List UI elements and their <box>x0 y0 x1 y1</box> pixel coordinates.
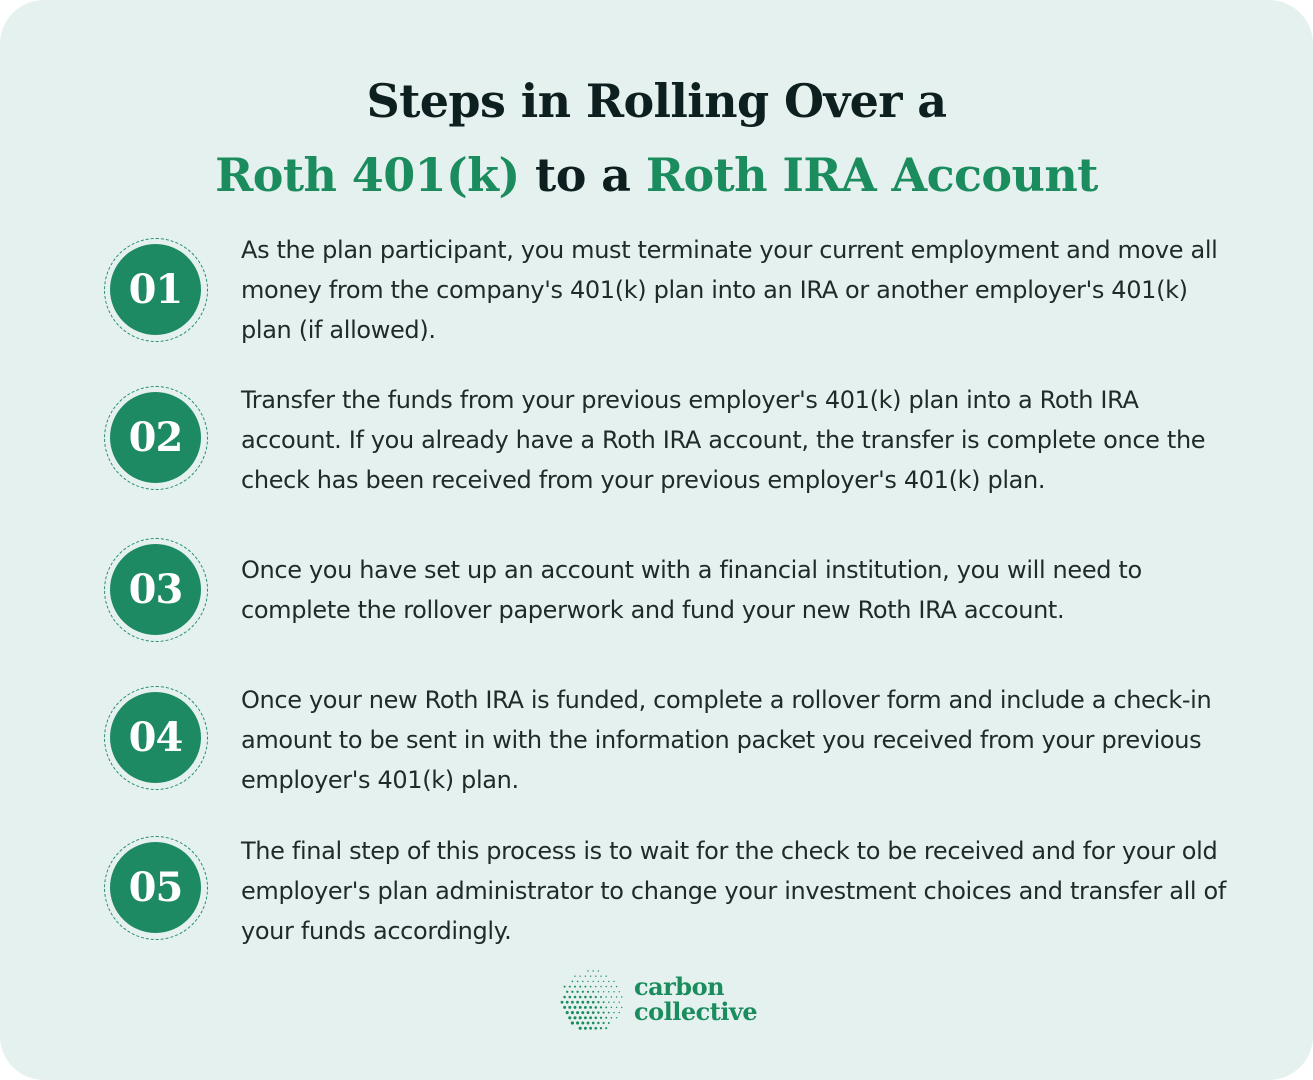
title-accent-roth-401k: Roth 401(k) <box>215 148 520 202</box>
step-number-badge <box>104 386 208 490</box>
logo-dot <box>576 991 578 993</box>
logo-dot <box>616 1007 617 1008</box>
step-description: As the plan participant, you must terminate your current employment and move all money from the company's 401(k) plan into an IRA or another employer's 401(k) plan (if allowed). <box>241 236 1218 344</box>
logo-dot <box>608 981 609 982</box>
logo-dot <box>592 1001 595 1004</box>
step-number: 04 <box>110 692 201 783</box>
logo-wordmark <box>634 974 757 1024</box>
logo-dot <box>600 986 601 987</box>
logo-dot <box>574 986 576 988</box>
logo-dot <box>605 996 606 997</box>
logo-dot <box>566 1001 569 1004</box>
logo-dot <box>611 1007 612 1008</box>
logo-dot <box>593 981 594 982</box>
logo-dot <box>566 1011 569 1014</box>
logo-dot <box>582 991 584 993</box>
logo-dot <box>587 970 588 971</box>
logo-dot <box>600 1027 602 1029</box>
logo-dot <box>592 991 594 993</box>
step-number: 03 <box>110 544 201 635</box>
step-number-badge <box>104 238 208 342</box>
logo-dot <box>598 991 600 993</box>
logo-dot <box>587 981 588 982</box>
logo-dot <box>605 1017 607 1019</box>
logo-dot <box>573 1016 576 1019</box>
logo-dot <box>571 1001 574 1004</box>
logo-dot <box>569 996 572 999</box>
logo-dot <box>606 976 607 977</box>
step-number: 02 <box>110 392 201 483</box>
logo-dot <box>616 1017 617 1018</box>
logo-dot <box>563 996 566 999</box>
logo-dot <box>595 986 596 987</box>
title-line-1: Steps in Rolling Over a <box>366 74 947 128</box>
logo-dot <box>585 976 586 977</box>
logo-dot <box>581 1021 584 1024</box>
logo-dot <box>587 991 589 993</box>
logo-dot <box>606 986 607 987</box>
logo-dot <box>597 1022 599 1024</box>
logo-dot <box>576 1001 579 1004</box>
logo-dot <box>579 1006 582 1009</box>
logo-dot <box>584 986 586 988</box>
page-title <box>0 64 1313 212</box>
logo-dot <box>595 1006 598 1009</box>
title-line-2 <box>0 138 1313 212</box>
logo-dot <box>592 1022 595 1025</box>
logo-dot <box>564 986 566 988</box>
logo-dot <box>611 986 612 987</box>
logo-dot <box>577 981 579 983</box>
logo-dot <box>561 1001 564 1004</box>
logo-dot <box>600 1017 602 1019</box>
logo-dot <box>621 996 622 997</box>
logo-dot <box>616 996 617 997</box>
logo-dot <box>584 1006 587 1009</box>
step-description: The final step of this process is to wait for the check to be received and for your old employer's plan administrator to change your investment choices and transfer all of your funds accordingly. <box>241 837 1226 945</box>
logo-dot <box>571 991 573 993</box>
title-accent-roth-ira: Roth IRA Account <box>645 148 1098 202</box>
logo-dot <box>619 1002 620 1003</box>
logo-dot <box>603 981 604 982</box>
logo-dot <box>605 1027 607 1029</box>
logo-dot <box>574 996 577 999</box>
logo-dot <box>595 1017 598 1020</box>
logo-dot <box>584 996 587 999</box>
logo-dot <box>574 976 575 977</box>
logo-dot <box>597 1011 599 1013</box>
logo-dot <box>568 1006 571 1009</box>
logo-dot <box>580 976 581 977</box>
logo-dot <box>587 1022 590 1025</box>
step-number-badge <box>104 538 208 642</box>
logo-dot <box>597 1001 599 1003</box>
logo-dot <box>584 1027 587 1030</box>
logo-dot <box>603 991 604 992</box>
logo-dot <box>595 976 596 977</box>
logo-dot <box>608 1012 610 1014</box>
logo-dot <box>569 986 571 988</box>
logo-dot <box>600 996 602 998</box>
logo-dot <box>616 986 617 987</box>
logo-dot <box>589 1006 592 1009</box>
logo-dot <box>592 1011 595 1014</box>
logo-dot <box>598 981 599 982</box>
logo-dot <box>568 1016 571 1019</box>
logo-dot <box>579 1027 582 1030</box>
logo-dot <box>579 986 581 988</box>
logo-dot <box>608 991 609 992</box>
logo-dot <box>619 1012 620 1013</box>
logo-dot <box>613 981 614 982</box>
logo-dot <box>579 1016 582 1019</box>
logo-dot <box>621 1007 622 1008</box>
logo-dot <box>593 970 594 971</box>
logo-dot <box>587 1001 590 1004</box>
logo-dot <box>613 991 614 992</box>
logo-dot <box>619 991 620 992</box>
logo-dot <box>600 1006 602 1008</box>
logo-dot <box>611 1017 613 1019</box>
logo-dot <box>584 1016 587 1019</box>
dotted-globe-icon <box>559 968 625 1034</box>
logo-dot <box>608 1001 610 1003</box>
title-connector: to a <box>519 148 646 202</box>
logo-dot <box>574 1006 577 1009</box>
logo-dot <box>566 991 568 993</box>
logo-dot <box>613 1012 614 1013</box>
step-number-badge <box>104 686 208 790</box>
step-description: Once you have set up an account with a financial institution, you will need to complete the rollover paperwork and fund your new Roth IRA account. <box>241 556 1142 624</box>
logo-dot <box>576 1011 579 1014</box>
step-number-badge <box>104 836 208 940</box>
logo-line-2: collective <box>634 997 758 1026</box>
logo-dot <box>589 996 592 999</box>
logo-dot <box>589 1027 592 1030</box>
logo-dot <box>582 981 584 983</box>
logo-dot <box>563 1006 566 1009</box>
logo-dot <box>576 1021 579 1024</box>
step-number: 05 <box>110 842 201 933</box>
logo-dot <box>587 1011 590 1014</box>
step-number: 01 <box>110 244 201 335</box>
logo-dot <box>603 1001 605 1003</box>
logo-dot <box>613 1002 614 1003</box>
step-description: Once your new Roth IRA is funded, complete a rollover form and include a check-in amount to be sent in with the information packet you received from your previous employer's 401(k) plan. <box>241 686 1212 794</box>
logo-dot <box>590 986 592 988</box>
logo-dot <box>598 970 599 971</box>
logo-dot <box>579 996 582 999</box>
logo-dot <box>571 1011 574 1014</box>
logo-dot <box>600 976 601 977</box>
logo-dot <box>595 1027 598 1030</box>
logo-dot <box>581 1001 584 1004</box>
logo-dot <box>595 996 597 998</box>
logo-dot <box>571 1021 574 1024</box>
logo-dot <box>572 981 574 983</box>
logo-dot <box>603 1012 605 1014</box>
step-description: Transfer the funds from your previous employer's 401(k) plan into a Roth IRA account. If you already have a Roth IRA account, the transfer is complete once the check has been received from your previous employer's 401(k) plan. <box>241 386 1206 494</box>
logo-dot <box>590 976 591 977</box>
logo-line-1: carbon <box>634 972 725 1001</box>
logo-dot <box>605 1006 607 1008</box>
logo-dot <box>608 1022 610 1024</box>
logo-dot <box>603 1022 605 1024</box>
logo-dot <box>611 996 612 997</box>
logo-dot <box>589 1016 592 1019</box>
logo-dot <box>581 1011 584 1014</box>
